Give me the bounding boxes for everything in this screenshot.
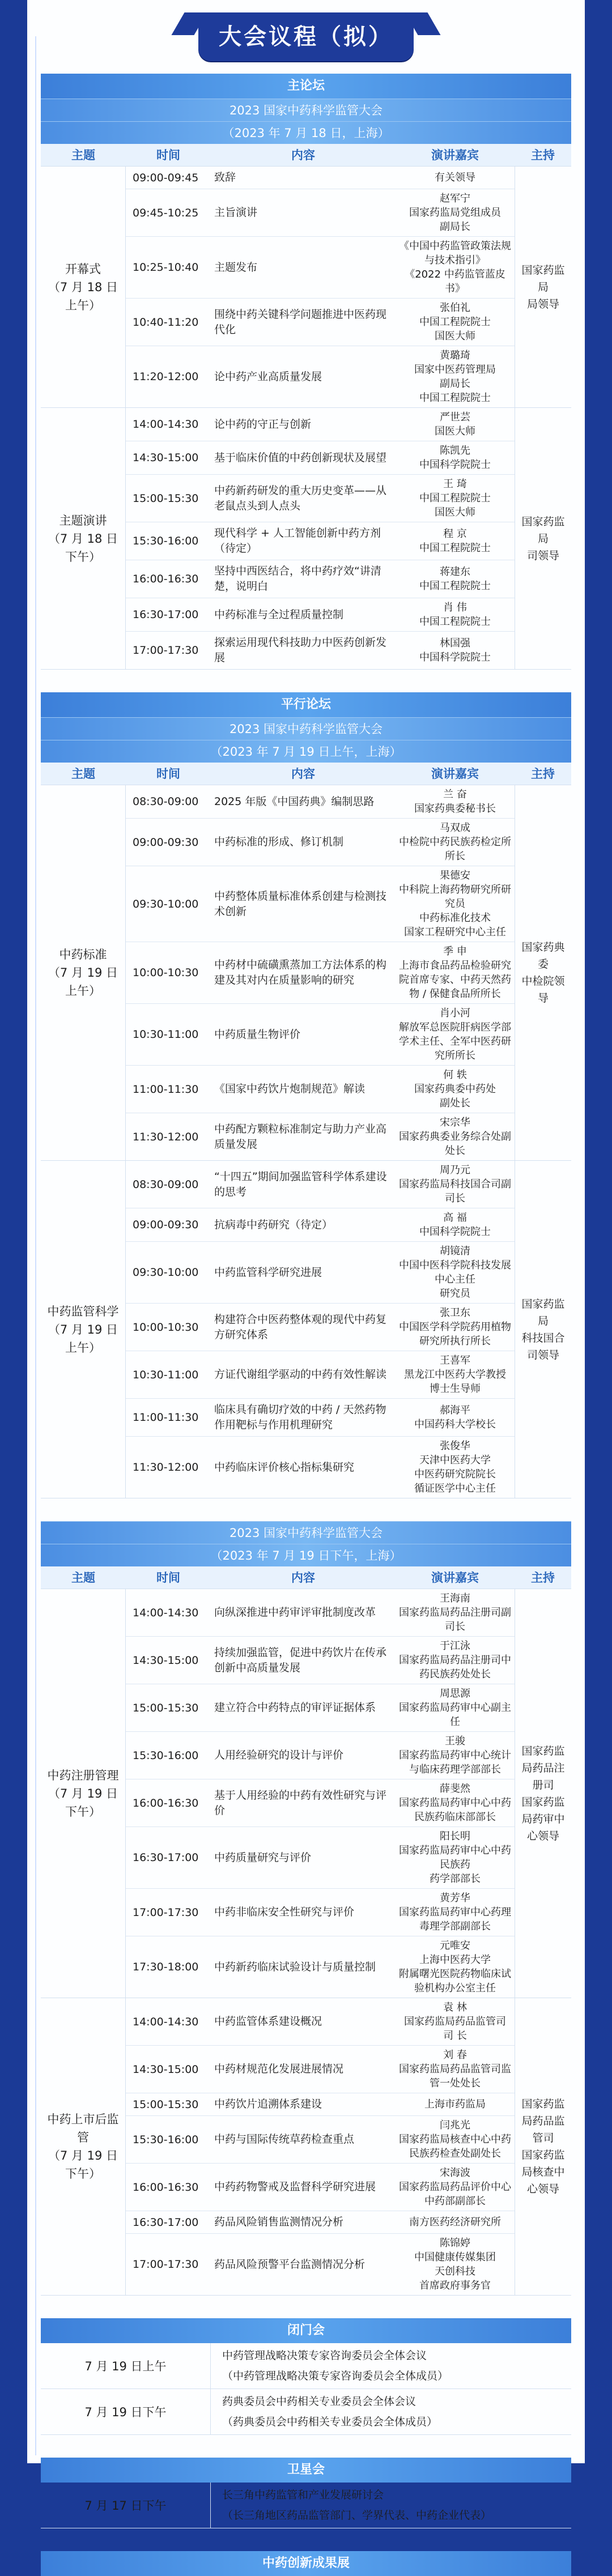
- row-content: 致辞: [214, 171, 236, 184]
- row-content: 基于人用经验的中药有效性研究与评价: [214, 1789, 387, 1817]
- agenda-row: [126, 560, 515, 598]
- row-speaker: 王 琦 中国工程院院士 国医大师: [419, 478, 491, 518]
- row-time: 15:30-16:00: [133, 2133, 199, 2146]
- agenda-row: [126, 1304, 515, 1351]
- session-theme: 主题演讲 （7 月 18 日下午）: [41, 408, 126, 669]
- agenda-row: [126, 1936, 515, 1998]
- session-host: 国家药监局 科技国合司领导: [515, 1161, 571, 1498]
- row-content: 现代科学 + 人工智能创新中药方剂（待定）: [214, 527, 381, 555]
- session-rows: [126, 408, 515, 669]
- agenda-row: [126, 1242, 515, 1304]
- row-content: 中药临床评价核心指标集研究: [214, 1461, 355, 1474]
- main_forum-date-place: （2023 年 7 月 18 日，上海）: [41, 121, 571, 144]
- row-time: 14:00-14:30: [133, 1606, 199, 1619]
- row-time: 16:30-17:00: [133, 608, 199, 621]
- row-content: 2025 年版《中国药典》编制思路: [214, 795, 375, 808]
- row-speaker: 袁 林 国家药监局药品监管司 司 长: [404, 2002, 506, 2042]
- row-content: 主题发布: [214, 261, 258, 274]
- row-time: 14:00-14:30: [133, 418, 199, 431]
- agenda-row: [126, 2211, 515, 2234]
- agenda-row: [126, 1827, 515, 1889]
- session-host: 国家药监局 局领导: [515, 167, 571, 407]
- row-speaker: 陈凯先 中国科学院院士: [419, 445, 491, 471]
- row-content: 持续加强监管，促进中药饮片在传承创新中高质量发展: [214, 1646, 387, 1674]
- column-header-3: 内容: [291, 148, 315, 162]
- agenda-row: [126, 2116, 515, 2164]
- session-host: 国家药监局 司领导: [515, 408, 571, 669]
- row-content: 论中药的守正与创新: [214, 418, 312, 431]
- session-rows: [126, 1161, 515, 1498]
- column-header-4: 演讲嘉宾: [431, 767, 479, 781]
- main_forum-conference-name: 2023 国家中药科学监管大会: [41, 99, 571, 121]
- row-time: 16:00-16:30: [133, 573, 199, 585]
- agenda-row: [126, 475, 515, 522]
- row-time: 09:00-09:30: [133, 836, 199, 849]
- row-content: 中药监管科学研究进展: [214, 1266, 322, 1279]
- closing-banner: 闭门会: [41, 2318, 571, 2343]
- row-speaker: 宋海波 国家药监局药品评价中心中药部副部长: [399, 2167, 511, 2207]
- session-rows: [126, 167, 515, 407]
- agenda-row: [126, 942, 515, 1004]
- session-theme: 中药标准 （7 月 19 日上午）: [41, 785, 126, 1160]
- column-header-row: [41, 1566, 571, 1589]
- row-speaker: 王骏 国家药监局药审中心统计与临床药理学部部长: [399, 1735, 511, 1775]
- row-time: 10:00-10:30: [133, 1321, 199, 1334]
- row-content: 中药质量生物评价: [214, 1028, 301, 1041]
- agenda-row: [126, 237, 515, 299]
- title-banner: [198, 12, 414, 61]
- row-time: 16:30-17:00: [133, 1851, 199, 1864]
- row-content: 中药质量研究与评价: [214, 1851, 312, 1864]
- row-content: 中药非临床安全性研究与评价: [214, 1906, 355, 1918]
- row-content: 围绕中药关键科学问题推进中医药现代化: [214, 308, 387, 336]
- agenda-row: [126, 189, 515, 237]
- agenda-row: [126, 1998, 515, 2046]
- agenda-row: [126, 522, 515, 560]
- closing-date: 7 月 19 日下午: [41, 2389, 211, 2434]
- agenda-row: [126, 866, 515, 942]
- column-header-2: 时间: [156, 1571, 180, 1585]
- afternoon_forum-conference-name: 2023 国家中药科学监管大会: [41, 1521, 571, 1544]
- row-time: 10:30-11:00: [133, 1368, 199, 1381]
- row-time: 10:25-10:40: [133, 261, 199, 274]
- row-content: 中药材中硫磺熏蒸加工方法体系的构建及其对内在质量影响的研究: [214, 959, 387, 986]
- row-time: 16:00-16:30: [133, 2181, 199, 2194]
- row-time: 10:30-11:00: [133, 1028, 199, 1041]
- row-speaker: 周乃元 国家药监局科技国合司副司长: [399, 1164, 511, 1204]
- row-speaker: 王海南 国家药监局药品注册司副司长: [399, 1593, 511, 1633]
- row-content: 中药配方颗粒标准制定与助力产业高质量发展: [214, 1122, 387, 1151]
- parallel_forum-banner: 平行论坛: [41, 692, 571, 717]
- row-speaker: 宋宗华 国家药典委业务综合处副处长: [399, 1117, 511, 1157]
- row-speaker: 林国强 中国科学院院士: [419, 637, 491, 663]
- agenda-row: [126, 785, 515, 819]
- row-time: 09:45-10:25: [133, 206, 199, 219]
- satellite-row: [41, 2483, 571, 2528]
- column-header-1: 主题: [71, 1571, 95, 1585]
- row-speaker: 闫兆光 国家药监局核查中心中药民族药检查处副处长: [399, 2119, 511, 2160]
- satellite-detail: [211, 2483, 571, 2528]
- row-time: 08:30-09:00: [133, 795, 199, 808]
- row-time: 15:30-16:00: [133, 1749, 199, 1762]
- agenda-row: [126, 2234, 515, 2295]
- closing-row: [41, 2343, 571, 2389]
- row-speaker: 于江泳 国家药监局药品注册司中药民族药处处长: [399, 1640, 511, 1680]
- row-content: 中药饮片追溯体系建设: [214, 2098, 322, 2110]
- row-content: 中药新药研发的重大历史变革——从老鼠点头到人点头: [214, 484, 387, 512]
- closing-date: 7 月 19 日上午: [41, 2343, 211, 2388]
- row-speaker: 高 福 中国科学院院士: [419, 1212, 491, 1238]
- agenda-row: [126, 1004, 515, 1066]
- session-theme: 中药监管科学 （7 月 19 日上午）: [41, 1161, 126, 1498]
- session-theme: 中药注册管理 （7 月 19 日下午）: [41, 1589, 126, 1998]
- row-time: 11:30-12:00: [133, 1461, 199, 1474]
- column-header-3: 内容: [291, 1571, 315, 1585]
- row-time: 17:30-18:00: [133, 1961, 199, 1973]
- row-content: 探索运用现代科技助力中医药创新发展: [214, 636, 387, 664]
- session-block: [41, 167, 571, 408]
- column-header-4: 演讲嘉宾: [431, 148, 479, 162]
- session-rows: [126, 1998, 515, 2295]
- row-content: 向纵深推进中药审评审批制度改革: [214, 1606, 376, 1619]
- row-speaker: 有关领导: [435, 172, 475, 184]
- row-speaker: 肖小河 解放军总医院肝病医学部学术主任、全军中医药研究所所长: [399, 1007, 511, 1062]
- column-header-3: 内容: [291, 767, 315, 781]
- row-content: 论中药产业高质量发展: [214, 370, 322, 383]
- row-speaker: 何 轶 国家药典委中药处 副处长: [414, 1069, 496, 1109]
- row-content: 中药材规范化发展进展情况: [214, 2063, 344, 2075]
- innovation-banner: 中药创新成果展: [41, 2551, 571, 2576]
- agenda-row: [126, 1589, 515, 1637]
- row-time: 11:00-11:30: [133, 1083, 199, 1096]
- parallel_forum-conference-name: 2023 国家中药科学监管大会: [41, 717, 571, 740]
- row-speaker: 张俊华 天津中医药大学 中医药研究院院长 循证医学中心主任: [414, 1440, 496, 1494]
- session-host: 国家药典委 中检院领导: [515, 785, 571, 1160]
- agenda-row: [126, 632, 515, 669]
- closing-line: （药典委员会中药相关专业委员会全体成员）: [222, 2416, 438, 2428]
- row-speaker: 马双成 中检院中药民族药检定所所长: [399, 822, 511, 862]
- column-header-2: 时间: [156, 767, 180, 781]
- satellite-line: 长三角中药监管和产业发展研讨会: [222, 2489, 384, 2501]
- row-content: 药品风险预警平台监测情况分析: [214, 2258, 366, 2271]
- row-content: 基于临床价值的中药创新现状及展望: [214, 451, 387, 464]
- row-time: 09:00-09:30: [133, 1219, 199, 1231]
- afternoon_forum-date-place: （2023 年 7 月 19 日下午，上海）: [41, 1544, 571, 1566]
- row-time: 15:30-16:00: [133, 535, 199, 547]
- row-speaker: 黄芳华 国家药监局药审中心药理毒理学部副部长: [399, 1892, 511, 1932]
- row-time: 14:30-15:00: [133, 452, 199, 464]
- column-header-2: 时间: [156, 148, 180, 162]
- row-speaker: 郝海平 中国药科大学校长: [414, 1404, 496, 1430]
- row-content: 临床具有确切疗效的中药 / 天然药物作用靶标与作用机理研究: [214, 1403, 386, 1431]
- row-speaker: 蒋建东 中国工程院院士: [419, 566, 491, 592]
- agenda-row: [126, 819, 515, 866]
- session-block: [41, 1161, 571, 1498]
- agenda-row: [126, 1208, 515, 1242]
- agenda-row: [126, 167, 515, 189]
- row-time: 08:30-09:00: [133, 1178, 199, 1191]
- session-block: [41, 1589, 571, 1998]
- row-time: 17:00-17:30: [133, 644, 199, 657]
- row-time: 17:00-17:30: [133, 2258, 199, 2271]
- agenda-row: [126, 299, 515, 346]
- row-speaker: 果德安 中科院上海药物研究所研究员 中药标准化技术 国家工程研究中心主任: [399, 870, 511, 938]
- agenda-row: [126, 1779, 515, 1827]
- row-time: 09:30-10:00: [133, 897, 199, 910]
- row-content: 主旨演讲: [214, 206, 258, 219]
- agenda-content: [41, 74, 571, 2576]
- row-content: 药品风险销售监测情况分析: [214, 2216, 344, 2228]
- column-header-1: 主题: [71, 148, 95, 162]
- row-speaker: 赵军宁 国家药监局党组成员 副局长: [409, 193, 501, 233]
- column-header-4: 演讲嘉宾: [431, 1571, 479, 1585]
- row-speaker: 程 京 中国工程院院士: [419, 528, 491, 554]
- page-title: 大会议程（拟）: [219, 24, 393, 50]
- row-time: 10:40-11:20: [133, 316, 199, 329]
- row-speaker: 胡镜清 中国中医科学院科技发展中心主任 研究员: [399, 1245, 511, 1300]
- column-header-5: 主持: [531, 1571, 555, 1585]
- row-content: 坚持中西医结合，将中药疗效“讲清楚，说明白: [214, 565, 381, 593]
- row-time: 10:00-10:30: [133, 966, 199, 979]
- agenda-row: [126, 1437, 515, 1498]
- row-speaker: 陈锦婷 中国健康传媒集团 天创科技 首席政府事务官: [414, 2237, 496, 2292]
- session-theme: 中药上市后监管 （7 月 19 日下午）: [41, 1998, 126, 2295]
- row-speaker: 南方医药经济研究所: [409, 2216, 501, 2228]
- row-content: 中药药物警戒及监督科学研究进展: [214, 2181, 376, 2193]
- column-header-5: 主持: [531, 148, 555, 162]
- row-speaker: 肖 伟 中国工程院院士: [419, 602, 491, 628]
- row-time: 14:00-14:30: [133, 2015, 199, 2028]
- row-content: 中药监管体系建设概况: [214, 2015, 322, 2028]
- agenda-row: [126, 1637, 515, 1684]
- row-content: 建立符合中药特点的审评证据体系: [214, 1701, 376, 1714]
- main_forum-banner: 主论坛: [41, 74, 571, 99]
- session-block: [41, 408, 571, 670]
- agenda-row: [126, 1732, 515, 1779]
- row-speaker: 《中国中药监管政策法规与技术指引》 《2022 中药监管蓝皮书》: [399, 240, 511, 295]
- agenda-row: [126, 346, 515, 407]
- agenda-row: [126, 1399, 515, 1437]
- row-speaker: 兰 奋 国家药典委秘书长: [414, 789, 496, 815]
- column-header-1: 主题: [71, 767, 95, 781]
- closing-detail: [211, 2389, 571, 2434]
- row-speaker: 王喜军 黑龙江中医药大学教授 博士生导师: [404, 1355, 506, 1395]
- satellite-line: （长三角地区药品监管部门、学界代表、中药企业代表）: [222, 2509, 492, 2522]
- row-time: 09:00-09:45: [133, 171, 199, 184]
- session-host: 国家药监局药品监管司 国家药监局核查中心领导: [515, 1998, 571, 2295]
- row-time: 11:00-11:30: [133, 1411, 199, 1424]
- row-speaker: 张卫东 中国医学科学院药用植物研究所执行所长: [399, 1307, 511, 1347]
- agenda-row: [126, 1161, 515, 1208]
- row-time: 16:30-17:00: [133, 2216, 199, 2229]
- session-block: [41, 785, 571, 1161]
- closing-detail: [211, 2343, 571, 2388]
- row-content: 中药整体质量标准体系创建与检测技术创新: [214, 889, 387, 918]
- session-host: 国家药监局药品注册司 国家药监局药审中心领导: [515, 1589, 571, 1998]
- row-content: 方证代谢组学驱动的中药有效性解读: [214, 1368, 387, 1381]
- row-speaker: 薛斐然 国家药监局药审中心中药民族药临床部部长: [399, 1783, 511, 1823]
- closing-line: （中药管理战略决策专家咨询委员会全体成员）: [222, 2370, 449, 2382]
- page-header: [0, 12, 612, 63]
- column-header-row: [41, 144, 571, 167]
- closing-line: 药典委员会中药相关专业委员会全体会议: [222, 2395, 416, 2408]
- row-content: 人用经验研究的设计与评价: [214, 1749, 344, 1761]
- row-content: 构建符合中医药整体观的现代中药复方研究体系: [214, 1313, 387, 1341]
- column-header-row: [41, 763, 571, 785]
- agenda-row: [126, 1889, 515, 1936]
- closing-line: 中药管理战略决策专家咨询委员会全体会议: [222, 2349, 427, 2362]
- agenda-row: [126, 2046, 515, 2093]
- row-time: 15:00-15:30: [133, 1701, 199, 1714]
- row-time: 14:30-15:00: [133, 2063, 199, 2076]
- session-rows: [126, 1589, 515, 1998]
- row-speaker: 张伯礼 中国工程院院士 国医大师: [419, 302, 491, 342]
- row-content: 抗病毒中药研究（待定）: [214, 1218, 333, 1231]
- row-content: 中药与国际传统草药检查重点: [214, 2133, 355, 2145]
- row-speaker: 刘 春 国家药监局药品监管司监管一处处长: [399, 2049, 511, 2089]
- agenda-row: [126, 408, 515, 441]
- row-content: 中药新药临床试验设计与质量控制: [214, 1960, 376, 1973]
- row-content: “十四五”期间加强监管科学体系建设的思考: [214, 1170, 387, 1198]
- row-speaker: 黄璐琦 国家中医药管理局 副局长 中国工程院院士: [414, 350, 496, 404]
- agenda-row: [126, 598, 515, 632]
- row-time: 16:00-16:30: [133, 1796, 199, 1809]
- agenda-row: [126, 2093, 515, 2116]
- parallel_forum-date-place: （2023 年 7 月 19 日上午，上海）: [41, 740, 571, 763]
- row-content: 《国家中药饮片炮制规范》解读: [214, 1083, 366, 1095]
- row-time: 09:30-10:00: [133, 1266, 199, 1279]
- row-speaker: 周思源 国家药监局药审中心副主任: [399, 1688, 511, 1728]
- agenda-row: [126, 441, 515, 475]
- row-speaker: 元唯安 上海中医药大学 附属曙光医院药物临床试验机构办公室主任: [399, 1940, 511, 1994]
- row-content: 中药标准与全过程质量控制: [214, 608, 344, 621]
- row-time: 11:20-12:00: [133, 371, 199, 383]
- satellite-banner: 卫星会: [41, 2458, 571, 2483]
- agenda-row: [126, 1066, 515, 1113]
- session-rows: [126, 785, 515, 1160]
- agenda-row: [126, 1113, 515, 1160]
- row-speaker: 季 申 上海市食品药品检验研究院首席专家、中药天然药物 / 保健食品所所长: [399, 946, 511, 1000]
- row-speaker: 阳长明 国家药监局药审中心中药民族药 药学部部长: [399, 1830, 511, 1885]
- agenda-row: [126, 1684, 515, 1732]
- row-time: 14:30-15:00: [133, 1654, 199, 1667]
- agenda-row: [126, 1351, 515, 1399]
- row-speaker: 上海市药监局: [424, 2098, 486, 2110]
- session-theme: 开幕式 （7 月 18 日上午）: [41, 167, 126, 407]
- row-time: 15:00-15:30: [133, 492, 199, 505]
- satellite-date: 7 月 17 日下午: [41, 2483, 211, 2528]
- row-speaker: 严世芸 国医大师: [435, 411, 475, 437]
- session-block: [41, 1998, 571, 2296]
- row-time: 15:00-15:30: [133, 2098, 199, 2111]
- row-time: 17:00-17:30: [133, 1906, 199, 1919]
- row-time: 11:30-12:00: [133, 1130, 199, 1143]
- agenda-row: [126, 2164, 515, 2211]
- closing-row: [41, 2389, 571, 2435]
- row-content: 中药标准的形成、修订机制: [214, 836, 344, 848]
- column-header-5: 主持: [531, 767, 555, 781]
